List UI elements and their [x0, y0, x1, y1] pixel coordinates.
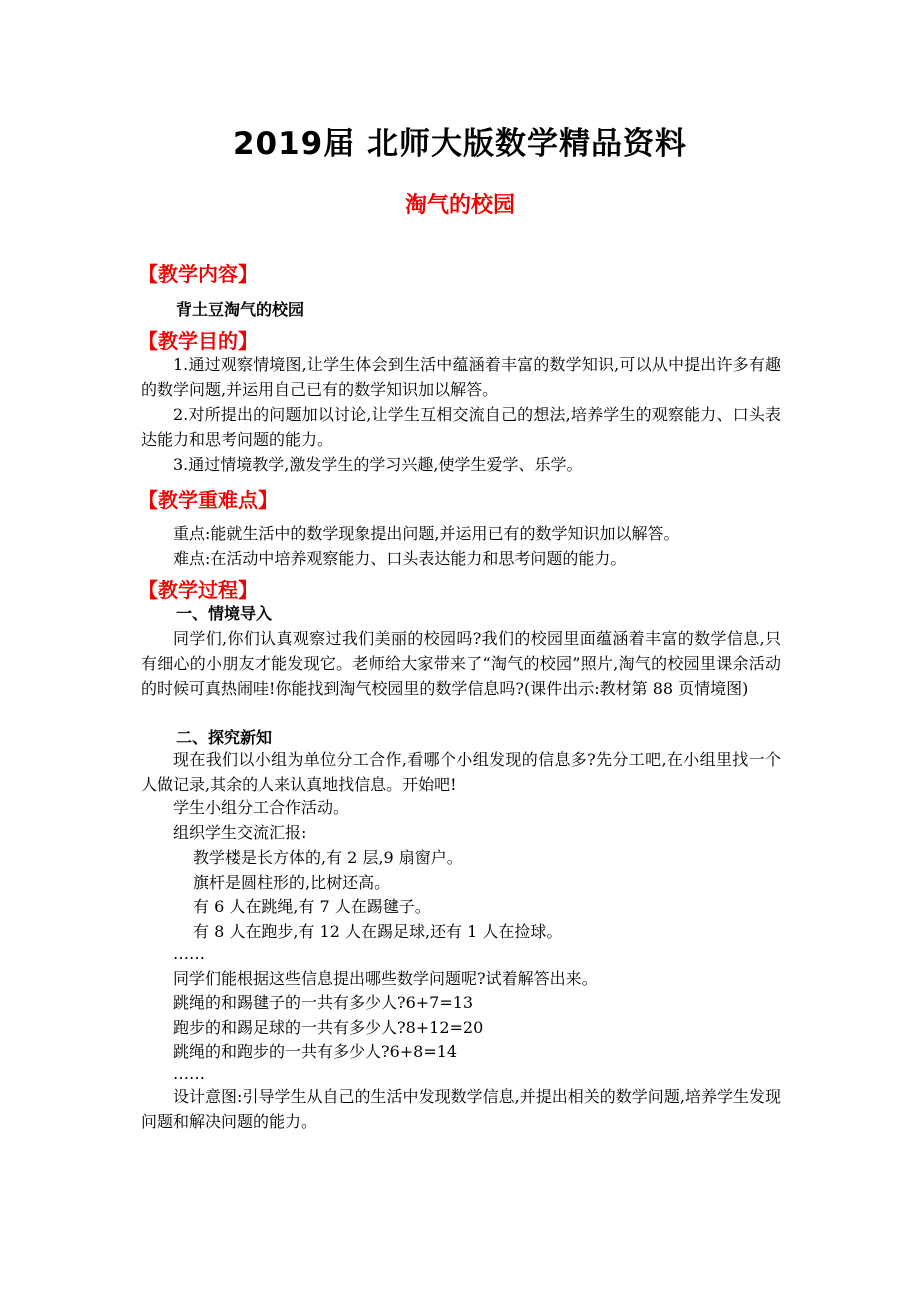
question-item-2: 跑步的和踢足球的一共有多少人?8+12=20	[173, 1018, 484, 1037]
key-point-focus: 重点:能就生活中的数学现象提出问题,并运用已有的数学知识加以解答。	[173, 524, 680, 543]
question-item-3: 跳绳的和跑步的一共有多少人?6+8=14	[173, 1042, 458, 1061]
finding-item-1: 教学楼是长方体的,有 2 层,9 扇窗户。	[193, 848, 463, 867]
design-intent: 设计意图:引导学生从自己的生活中发现数学信息,并提出相关的数学问题,培养学生发现问题和解决问题的能力。	[141, 1087, 781, 1131]
section-title-1: 一、情境导入	[176, 604, 273, 623]
objective-item-1: 1.通过观察情境图,让学生体会到生活中蕴涵着丰富的数学知识,可以从中提出许多有趣的数学问题,并运用自己已有的数学知识加以解答。	[141, 355, 781, 399]
objective-item-3: 3.通过情境教学,激发学生的学习兴趣,使学生爱学、乐学。	[173, 455, 583, 474]
heading-key-points: 【教学重难点】	[138, 488, 278, 512]
report-text: 组织学生交流汇报:	[173, 823, 307, 842]
key-point-difficulty: 难点:在活动中培养观察能力、口头表达能力和思考问题的能力。	[173, 549, 627, 568]
objective-item-2: 2.对所提出的问题加以讨论,让学生互相交流自己的想法,培养学生的观察能力、口头表达能力和思考问题的能力。	[141, 405, 781, 449]
heading-process: 【教学过程】	[138, 578, 258, 602]
content-text: 背土豆淘气的校园	[176, 300, 305, 319]
finding-item-2: 旗杆是圆柱形的,比树还高。	[193, 873, 391, 892]
ellipsis-2: ……	[173, 1064, 205, 1083]
ellipsis-1: ……	[173, 944, 205, 963]
heading-content: 【教学内容】	[138, 262, 258, 286]
section-title-2: 二、探究新知	[176, 728, 273, 747]
heading-objectives: 【教学目的】	[138, 329, 258, 353]
question-item-1: 跳绳的和踢毽子的一共有多少人?6+7=13	[173, 993, 474, 1012]
lesson-title: 淘气的校园	[404, 193, 515, 218]
document-title: 2019届 北师大版数学精品资料	[232, 126, 688, 162]
question-prompt: 同学们能根据这些信息提出哪些数学问题呢?试着解答出来。	[173, 969, 598, 988]
finding-item-4: 有 8 人在跑步,有 12 人在踢足球,还有 1 人在捡球。	[193, 922, 563, 941]
section-text-1: 同学们,你们认真观察过我们美丽的校园吗?我们的校园里面蕴涵着丰富的数学信息,只有细心的小朋友才能发现它。老师给大家带来了“淘气的校园”照片,淘气的校园里课余活动的时候可真热闹哇!你能找到淘气校园里的数学信息吗?(课件出示:教材第 88 页情境图)	[141, 629, 781, 698]
section-text-2: 现在我们以小组为单位分工合作,看哪个小组发现的信息多?先分工吧,在小组里找一个人做记录,其余的人来认真地找信息。开始吧!	[141, 750, 781, 794]
activity-text: 学生小组分工合作活动。	[173, 798, 350, 817]
finding-item-3: 有 6 人在跳绳,有 7 人在踢毽子。	[193, 897, 431, 916]
